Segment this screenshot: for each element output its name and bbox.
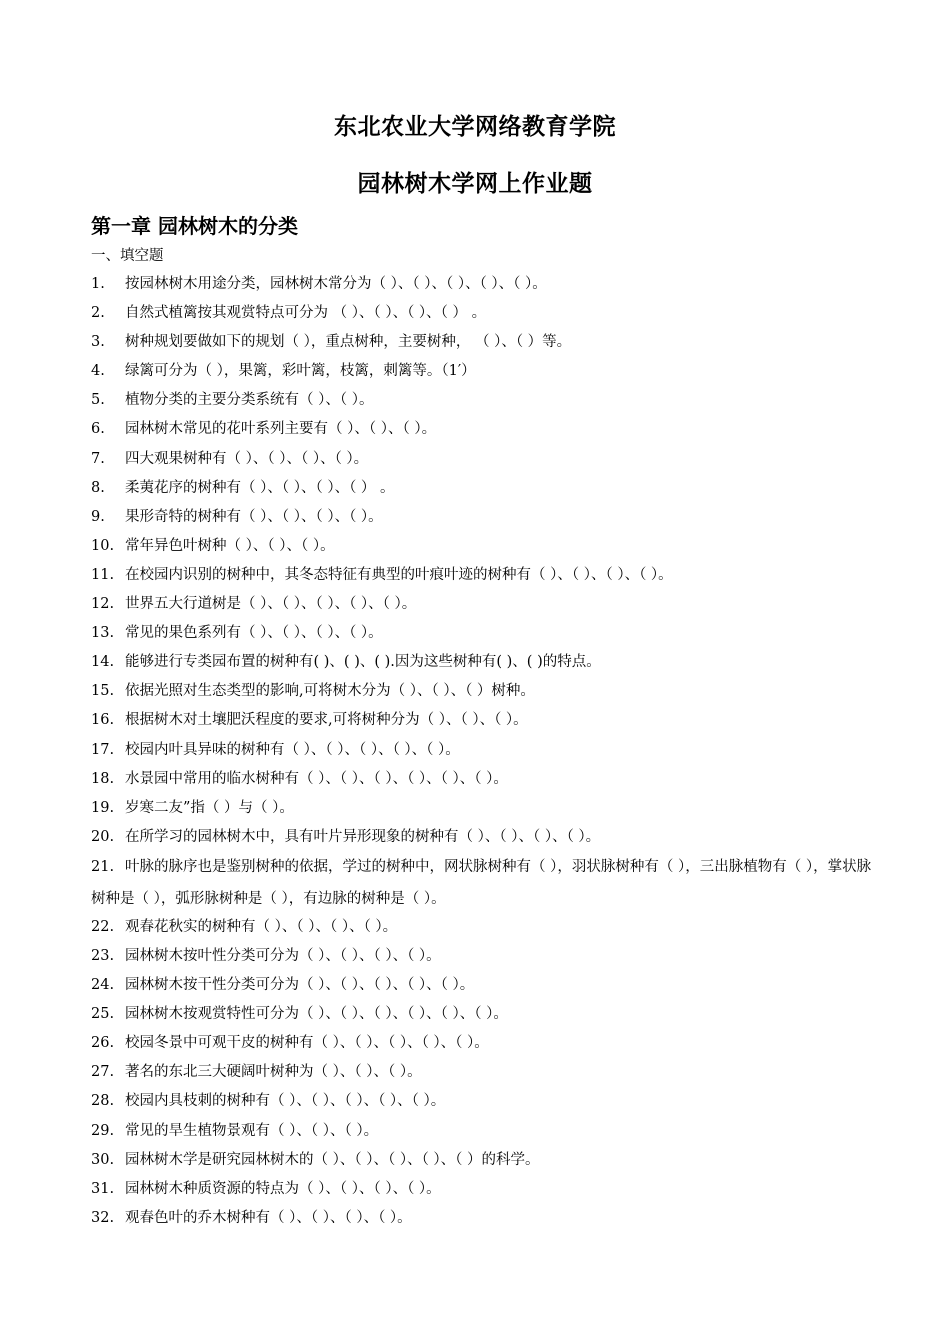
question-item <box>91 913 881 942</box>
question-number: 22. <box>91 918 115 935</box>
question-text: 岁寒二友”指（ ）与（ ）。 <box>125 799 294 816</box>
question-item <box>91 1117 881 1146</box>
question-number: 9. <box>91 508 105 525</box>
question-number: 11. <box>91 566 115 583</box>
question-number: 14. <box>91 654 115 671</box>
question-item <box>91 794 881 823</box>
question-text: 常见的旱生植物景观有（ ）、（ ）、（ ）。 <box>125 1122 379 1139</box>
question-text: 观春色叶的乔木树种有（ ）、（ ）、（ ）、（ ）。 <box>125 1209 412 1226</box>
question-number: 28. <box>91 1093 115 1110</box>
question-number: 7. <box>91 450 105 467</box>
question-item <box>91 474 881 503</box>
question-number: 21. <box>91 858 115 875</box>
question-number: 30. <box>91 1151 115 1168</box>
question-text: 园林树木按干性分类可分为（ ）、（ ）、（ ）、（ ）、（ ）。 <box>125 977 475 994</box>
question-item <box>91 736 881 765</box>
question-item <box>91 942 881 971</box>
question-text: 果形奇特的树种有（ ）、（ ）、（ ）、（ ）。 <box>125 508 383 525</box>
question-number: 27. <box>91 1064 115 1081</box>
question-text: 根据树木对土壤肥沃程度的要求,可将树种分为（ ）、（ ）、（ ）。 <box>125 712 528 729</box>
question-text: 校园冬景中可观干皮的树种有（ ）、（ ）、（ ）、（ ）、（ ）。 <box>125 1035 489 1052</box>
question-number: 3. <box>91 334 105 351</box>
question-item <box>91 765 881 794</box>
question-number: 19. <box>91 799 115 816</box>
question-text: 园林树木学是研究园林树木的（ ）、（ ）、（ ）、（ ）、（ ）的科学。 <box>125 1151 540 1168</box>
question-item <box>91 823 881 852</box>
question-number: 13. <box>91 625 115 642</box>
question-item <box>91 1175 881 1204</box>
question-item <box>91 677 881 706</box>
question-number: 2. <box>91 305 105 322</box>
question-number: 10. <box>91 537 115 554</box>
chapter-heading: 第一章 园林树木的分类 <box>91 214 298 238</box>
question-text: 在所学习的园林树木中，具有叶片异形现象的树种有（ ）、（ ）、（ ）、（ ）。 <box>125 828 601 845</box>
question-number: 4. <box>91 363 105 380</box>
question-item <box>91 1058 881 1087</box>
question-number: 20. <box>91 828 115 845</box>
question-item <box>91 706 881 735</box>
question-number: 16. <box>91 712 115 729</box>
question-text: 园林树木常见的花叶系列主要有（ ）、（ ）、（ ）。 <box>125 421 437 438</box>
question-number: 26. <box>91 1035 115 1052</box>
question-text: 按园林树木用途分类，园林树木常分为（ ）、（ ）、（ ）、（ ）、（ ）。 <box>125 276 547 292</box>
question-number: 6. <box>91 421 105 438</box>
question-text: 水景园中常用的临水树种有（ ）、（ ）、（ ）、（ ）、（ ）、（ ）。 <box>125 770 508 787</box>
question-number: 25. <box>91 1006 115 1023</box>
question-text: 四大观果树种有（ ）、（ ）、（ ）、（ ）。 <box>125 450 369 467</box>
question-text: 自然式植篱按其观赏特点可分为 （ ）、（ ）、（ ）、（ ） 。 <box>125 305 487 322</box>
question-number: 29. <box>91 1122 115 1139</box>
question-text: 绿篱可分为（ ），果篱，彩叶篱，枝篱，刺篱等。（1′） <box>125 363 476 380</box>
question-item <box>91 561 881 590</box>
question-item <box>91 415 881 444</box>
question-number: 31. <box>91 1180 115 1197</box>
question-item <box>91 1146 881 1175</box>
question-text: 依据光照对生态类型的影响,可将树木分为（ ）、（ ）、（ ）树种。 <box>125 683 535 700</box>
question-text: 观春花秋实的树种有（ ）、（ ）、（ ）、（ ）。 <box>125 918 398 935</box>
question-text: 柔荑花序的树种有（ ）、（ ）、（ ）、（ ） 。 <box>125 479 395 496</box>
question-text: 世界五大行道树是（ ）、（ ）、（ ）、（ ）、（ ）。 <box>125 596 417 613</box>
question-item <box>91 445 881 474</box>
question-number: 12. <box>91 596 115 613</box>
course-title: 园林树木学网上作业题 <box>357 171 593 197</box>
question-number: 32. <box>91 1209 115 1226</box>
question-text: 植物分类的主要分类系统有（ ）、（ ）。 <box>125 392 374 409</box>
question-item <box>91 532 881 561</box>
question-item <box>91 619 881 648</box>
question-item <box>91 971 881 1000</box>
question-number: 15. <box>91 683 115 700</box>
question-item <box>91 851 881 915</box>
question-text: 能够进行专类园布置的树种有( )、( )、( ).因为这些树种有( )、( )的特点。 <box>125 654 601 671</box>
question-text: 校园内叶具异味的树种有（ ）、（ ）、（ ）、（ ）、（ ）。 <box>125 741 460 758</box>
question-item <box>91 1000 881 1029</box>
question-text: 叶脉的脉序也是鉴别树种的依据，学过的树种中，网状脉树种有（ ），羽状脉树种有（ ），三出脉植物有（ ），掌状脉树种是（ ），弧形脉树种是（ ），有边脉的树种是（ ）。 <box>91 858 872 907</box>
question-text: 校园内具枝刺的树种有（ ）、（ ）、（ ）、（ ）、（ ）。 <box>125 1093 446 1110</box>
question-number: 18. <box>91 770 115 787</box>
question-number: 8. <box>91 479 105 496</box>
question-item <box>91 648 881 677</box>
question-number: 23. <box>91 947 115 964</box>
question-text: 树种规划要做如下的规划（ ），重点树种，主要树种， （ ）、（ ）等。 <box>125 334 572 351</box>
question-item <box>91 328 881 357</box>
question-text: 园林树木种质资源的特点为（ ）、（ ）、（ ）、（ ）。 <box>125 1180 441 1197</box>
question-text: 园林树木按观赏特性可分为（ ）、（ ）、（ ）、（ ）、（ ）、（ ）。 <box>125 1006 508 1023</box>
question-list <box>91 270 881 1233</box>
question-number: 17. <box>91 741 115 758</box>
question-number: 1. <box>91 276 105 292</box>
question-text: 常见的果色系列有（ ）、（ ）、（ ）、（ ）。 <box>125 625 383 642</box>
question-item <box>91 1029 881 1058</box>
question-text: 常年异色叶树种（ ）、（ ）、（ ）。 <box>125 537 335 554</box>
question-item <box>91 1204 881 1233</box>
question-text: 园林树木按叶性分类可分为（ ）、（ ）、（ ）、（ ）。 <box>125 947 441 964</box>
question-number: 5. <box>91 392 105 409</box>
institution-title: 东北农业大学网络教育学院 <box>334 114 616 140</box>
question-item <box>91 1087 881 1116</box>
question-item <box>91 503 881 532</box>
question-number: 24. <box>91 977 115 994</box>
question-item <box>91 357 881 386</box>
question-text: 著名的东北三大硬阔叶树种为（ ）、（ ）、（ ）。 <box>125 1064 422 1081</box>
question-item <box>91 299 881 328</box>
question-item <box>91 386 881 415</box>
question-item <box>91 590 881 619</box>
question-text: 在校园内识别的树种中，其冬态特征有典型的叶痕叶迹的树种有（ ）、（ ）、（ ）、（ ）。 <box>125 566 673 583</box>
section-heading: 一、填空题 <box>91 248 164 264</box>
question-item <box>91 270 881 299</box>
